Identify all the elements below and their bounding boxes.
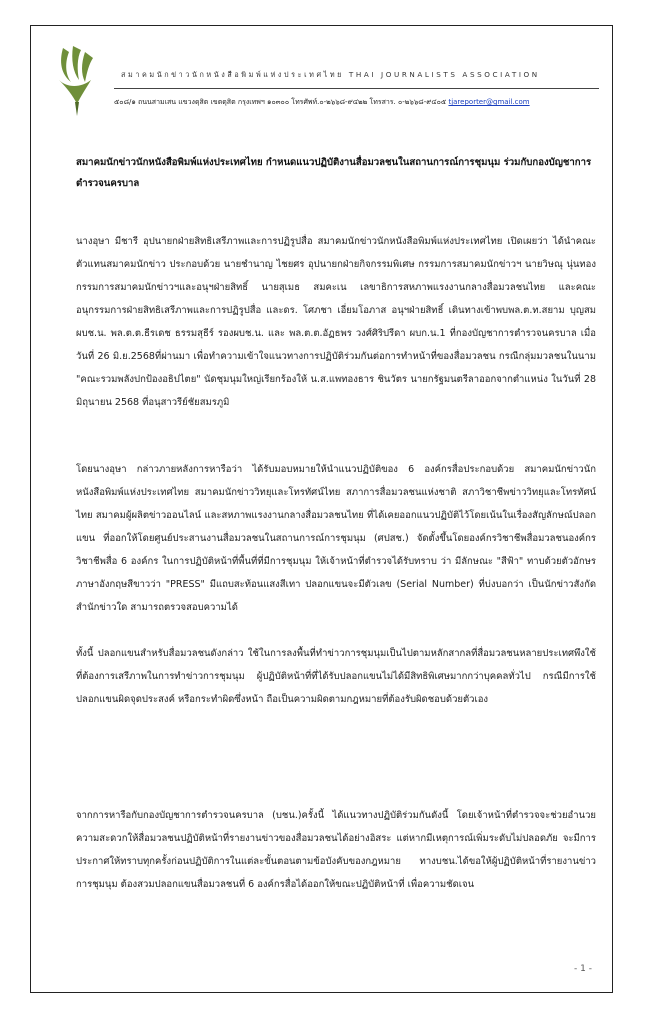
contact-line: [114, 97, 530, 108]
page-number: - 1 -: [574, 964, 592, 974]
address-text: ๕๐๘/๑ ถนนสามเสน แขวงดุสิต เขตดุสิต กรุงเทพฯ ๑๐๓๐๐ โทรศัพท์.๐-๒๖๖๘-๙๔๒๒ โทรสาร. ๐-๒๖๖๘-๙๔๐๕: [114, 98, 447, 106]
document-page: [30, 25, 613, 993]
organization-name: สมาคมนักข่าวนักหนังสือพิมพ์แห่งประเทศไทย THAI JOURNALISTS ASSOCIATION: [121, 70, 540, 79]
document-title: สมาคมนักข่าวนักหนังสือพิมพ์แห่งประเทศไทย กำหนดแนวปฏิบัติงานสื่อมวลชนในสถานการณ์การชุมนุม ร่วมกับกองบัญชาการตำรวจนครบาล: [76, 157, 592, 189]
paragraph-2: โดยนางอุษา กล่าวภายหลังการหารือว่า ได้รับมอบหมายให้นำแนวปฏิบัติของ 6 องค์กรสื่อประกอบด้วย สมาคมนักข่าวนักหนังสือพิมพ์แห่งประเทศไทย สมาคมนักข่าววิทยุและโทรทัศน์ไทย สภาการสื่อมวลชนแห่งชาติ สภาวิชาชีพข่าววิทยุและโทรทัศน์ไทย สมาคมผู้ผลิตข่าวออนไลน์ และสหภาพแรงงานกลางสื่อมวลชนไทย ที่ได้เคยออกแนวปฏิบัติไว้โดยเน้นในเรื่องสัญลักษณ์ปลอกแขน ที่ออกให้โดยศูนย์ประสานงานสื่อมวลชนในสถานการณ์การชุมนุม (ศปสช.) จัดตั้งขึ้นโดยองค์กรวิชาชีพสื่อมวลชนองค์กรวิชาชีพสื่อ 6 องค์กร ในการปฏิบัติหน้าที่พื้นที่ที่มีการชุมนุม ให้เจ้าหน้าที่ตำรวจได้รับทราบ ว่า มีลักษณะ "สีฟ้า" ทาบด้วยตัวอักษรภาษาอังกฤษสีขาวว่า "PRESS" มีแถบสะท้อนแสงสีเทา ปลอกแขนจะมีตัวเลข (Serial Number) ที่บ่งบอกว่า เป็นนักข่าวสังกัดสำนักข่าวใด สามารถตรวจสอบความได้: [76, 464, 596, 613]
quill-bird-logo-icon: [51, 44, 99, 118]
email-link[interactable]: tjareporter@gmail.com: [448, 98, 530, 106]
paragraph-3: ทั้งนี้ ปลอกแขนสำหรับสื่อมวลชนดังกล่าว ใช้ในการลงพื้นที่ทำข่าวการชุมนุมเป็นไปตามหลักสากลที่สื่อมวลชนหลายประเทศพึงใช้ที่ต้องการเสรีภาพในการทำข่าวการชุมนุม ผู้ปฏิบัติหน้าที่ที่ได้รับปลอกแขนไม่ได้มีสิทธิพิเศษมากกว่าบุคคลทั่วไป กรณีมีการใช้ปลอกแขนผิดจุดประสงค์ หรือกระทำผิดซึ่งหน้า ถือเป็นความผิดตามกฎหมายที่ต้องรับผิดชอบด้วยตัวเอง: [76, 648, 596, 705]
paragraph-4: จากการหารือกับกองบัญชาการตำรวจนครบาล (บชน.)ครั้งนี้ ได้แนวทางปฏิบัติร่วมกันดังนี้ โดยเจ้าหน้าที่ตำรวจจะช่วยอำนวยความสะดวกให้สื่อมวลชนปฏิบัติหน้าที่รายงานข่าวของสื่อมวลชนได้อย่างอิสระ แต่หากมีเหตุการณ์เพิ่มระดับไม่ปลอดภัย จะมีการประกาศให้ทราบทุกครั้งก่อนปฏิบัติการในแต่ละขั้นตอนตามข้อบังคับของกฎหมาย ทางบชน.ได้ขอให้ผู้ปฏิบัติหน้าที่รายงานข่าวการชุมนุม ต้องสวมปลอกแขนสื่อมวลชนที่ 6 องค์กรสื่อได้ออกให้ขณะปฏิบัติหน้าที่ เพื่อความชัดเจน: [76, 810, 596, 890]
paragraph-1: นางอุษา มีชารี อุปนายกฝ่ายสิทธิเสรีภาพและการปฏิรูปสื่อ สมาคมนักข่าวนักหนังสือพิมพ์แห่งประเทศไทย เปิดเผยว่า ได้นำคณะตัวแทนสมาคมนักข่าว ประกอบด้วย นายชำนาญ ไชยศร อุปนายกฝ่ายกิจกรรมพิเศษ กรรมการสมาคมนักข่าวฯ นายวิษณุ นุ่นทอง กรรมการสมาคมนักข่าวฯและอนุฯฝ่ายสิทธิ์ นายสุเมธ สมคะเน เลขาธิการสหภาพแรงงานกลางสื่อมวลชนไทย และคณะอนุกรรมการฝ่ายสิทธิเสรีภาพและการปฏิรูปสื่อ และดร. โศภชา เอี่ยมโอภาส อนุฯฝ่ายสิทธิ์ เดินทางเข้าพบพล.ต.ท.สยาม บุญสม ผบช.น. พล.ต.ต.ธีรเดช ธรรมสุธีร์ รองผบช.น. และ พล.ต.ต.อัฏธพร วงศ์ศิริปรีดา ผบก.น.1 ที่กองบัญชาการตำรวจนครบาล เมื่อวันที่ 26 มิ.ย.2568ที่ผ่านมา เพื่อทำความเข้าใจแนวทางการปฏิบัติร่วมกันต่อการทำหน้าที่ของสื่อมวลชน กรณีกลุ่มมวลชนในนาม "คณะรวมพลังปกป้องอธิปไตย" นัดชุมนุมใหญ่เรียกร้องให้ น.ส.แพทองธาร ชินวัตร นายกรัฐมนตรีลาออกจากตำแหน่ง ในวันที่ 28 มิถุนายน 2568 ที่อนุสาวรีย์ชัยสมรภูมิ: [76, 236, 596, 408]
header-divider: [114, 88, 599, 89]
